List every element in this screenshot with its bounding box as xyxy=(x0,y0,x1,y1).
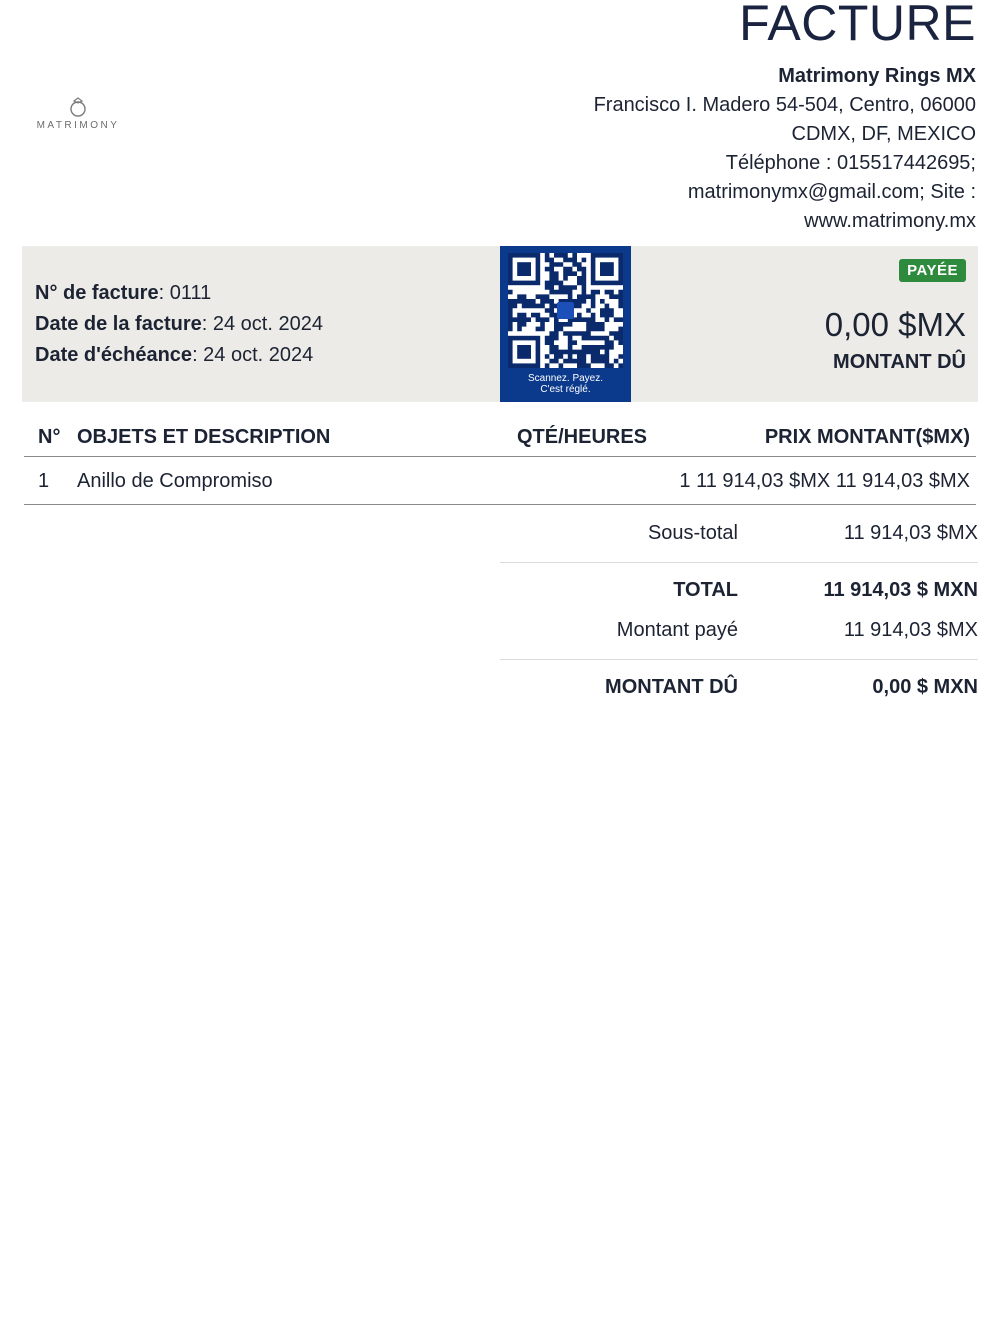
invoice-date-line xyxy=(35,309,323,340)
company-name: Matrimony Rings MX xyxy=(778,65,976,87)
header-number: N° xyxy=(38,426,61,448)
header-quantity: QTÉ/HEURES xyxy=(517,426,648,448)
header-description: OBJETS ET DESCRIPTION xyxy=(77,426,331,448)
paid-label: Montant payé xyxy=(616,619,738,641)
amount-due-value: 0,00 $MX xyxy=(824,306,966,343)
header-price-amount: PRIX MONTANT($MX) xyxy=(764,426,970,448)
items-table-header xyxy=(24,418,976,457)
invoice-summary-band xyxy=(22,246,978,402)
invoice-title: FACTURE xyxy=(739,0,976,51)
qr-caption xyxy=(500,373,631,395)
invoice-number-line xyxy=(35,278,323,309)
subtotal-value: 11 914,03 $MX xyxy=(843,522,978,544)
table-row xyxy=(24,462,976,505)
paid-row xyxy=(500,609,978,649)
amount-due-row xyxy=(500,666,978,706)
invoice-date: : 24 oct. 2024 xyxy=(201,313,323,335)
qr-code-icon[interactable] xyxy=(508,253,623,368)
invoice-due-label: Date d'échéance xyxy=(35,344,193,366)
paid-status-badge: PAYÉE xyxy=(899,259,966,282)
paid-value: 11 914,03 $MX xyxy=(843,619,978,641)
amount-due-label: MONTANT DÛ xyxy=(833,351,966,373)
row-number: 1 xyxy=(38,470,50,492)
invoice-meta xyxy=(35,278,323,371)
company-email: matrimonymx@gmail.com; Site : xyxy=(687,181,976,203)
invoice-due-line xyxy=(35,340,323,371)
logo-text: MATRIMONY xyxy=(36,120,120,131)
final-due-value: 0,00 $ MXN xyxy=(872,676,978,698)
invoice-number-label: N° de facture xyxy=(35,282,159,304)
company-phone: Téléphone : 015517442695; xyxy=(725,152,976,174)
total-value: 11 914,03 $ MXN xyxy=(823,579,978,601)
totals-section xyxy=(500,512,978,706)
company-website: www.matrimony.mx xyxy=(804,210,976,232)
company-info xyxy=(456,62,976,236)
invoice-number: : 0111 xyxy=(158,282,212,304)
qr-caption-line1: Scannez. Payez. xyxy=(527,373,604,384)
company-logo xyxy=(28,96,128,131)
invoice-due-date: : 24 oct. 2024 xyxy=(192,344,314,366)
divider xyxy=(500,562,978,563)
company-address-line2: CDMX, DF, MEXICO xyxy=(791,123,976,145)
final-due-label: MONTANT DÛ xyxy=(605,676,738,698)
total-row xyxy=(500,569,978,609)
qr-payment-box[interactable] xyxy=(500,246,631,402)
subtotal-row xyxy=(500,512,978,552)
qr-caption-line2: C'est réglé. xyxy=(540,384,591,395)
subtotal-label: Sous-total xyxy=(647,522,738,544)
company-address-line1: Francisco I. Madero 54-504, Centro, 06000 xyxy=(593,94,976,116)
row-price-amount: 1 11 914,03 $MX 11 914,03 $MX xyxy=(679,470,970,492)
ring-icon xyxy=(67,96,89,118)
total-label: TOTAL xyxy=(673,579,738,601)
divider xyxy=(500,659,978,660)
row-description: Anillo de Compromiso xyxy=(77,470,273,492)
invoice-date-label: Date de la facture xyxy=(35,313,202,335)
